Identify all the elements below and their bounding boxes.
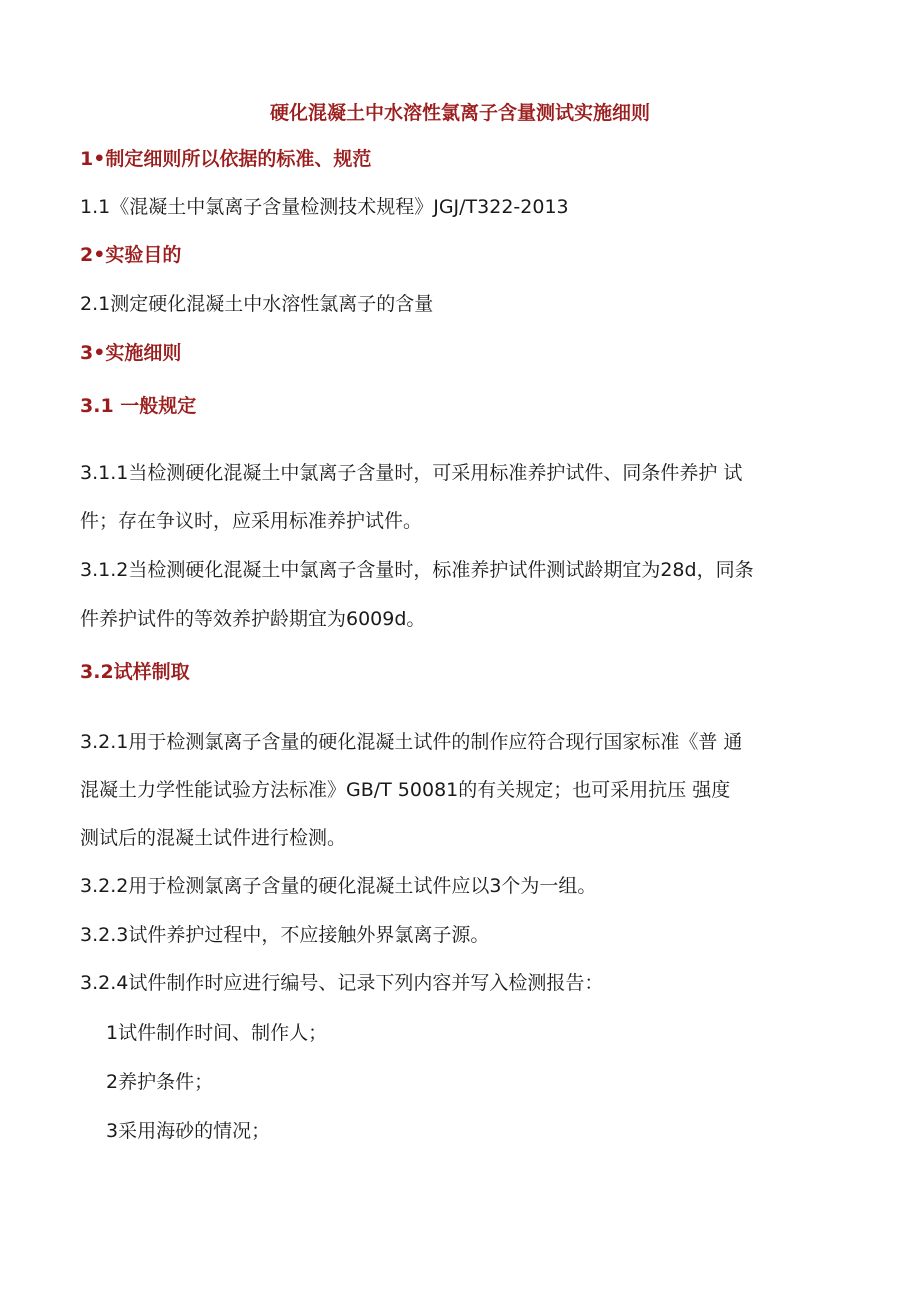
paragraph-3-2-4: 3.2.4试件制作时应进行编号、记录下列内容并写入检测报告： <box>80 972 604 994</box>
paragraph-3-2-1-line-1: 3.2.1用于检测氯离子含量的硬化混凝土试件的制作应符合现行国家标准《普 通 <box>80 731 743 753</box>
section-2-heading: 2•实验目的 <box>80 244 182 266</box>
list-item-2: 2养护条件； <box>106 1071 214 1093</box>
section-1-heading: 1•制定细则所以依据的标准、规范 <box>80 148 372 170</box>
paragraph-3-2-2: 3.2.2用于检测氯离子含量的硬化混凝土试件应以3个为一组。 <box>80 875 597 897</box>
section-3-2-heading: 3.2试样制取 <box>80 661 190 683</box>
list-item-3: 3采用海砂的情况； <box>106 1120 271 1142</box>
section-2-1-text: 2.1测定硬化混凝土中水溶性氯离子的含量 <box>80 293 434 315</box>
paragraph-3-2-1-line-2: 混凝土力学性能试验方法标准》GB/T 50081的有关规定；也可采用抗压 强度 <box>80 779 731 801</box>
paragraph-3-1-1-line-1: 3.1.1当检测硬化混凝土中氯离子含量时，可采用标准养护试件、同条件养护 试 <box>80 462 743 484</box>
paragraph-3-2-3: 3.2.3试件养护过程中，不应接触外界氯离子源。 <box>80 924 490 946</box>
paragraph-3-1-2-line-2: 件养护试件的等效养护龄期宜为6009d。 <box>80 608 426 630</box>
document-title: 硬化混凝土中水溶性氯离子含量测试实施细则 <box>269 102 650 124</box>
section-3-heading: 3•实施细则 <box>80 342 182 364</box>
paragraph-3-1-2-line-1: 3.1.2当检测硬化混凝土中氯离子含量时，标准养护试件测试龄期宜为28d，同条 <box>80 559 754 581</box>
section-3-1-heading: 3.1 一般规定 <box>80 395 197 417</box>
paragraph-3-2-1-line-3: 测试后的混凝土试件进行检测。 <box>80 827 347 849</box>
paragraph-3-1-1-line-2: 件；存在争议时，应采用标准养护试件。 <box>80 510 423 532</box>
list-item-1: 1试件制作时间、制作人； <box>106 1022 328 1044</box>
section-1-1-text: 1.1《混凝土中氯离子含量检测技术规程》JGJ/T322-2013 <box>80 196 569 218</box>
